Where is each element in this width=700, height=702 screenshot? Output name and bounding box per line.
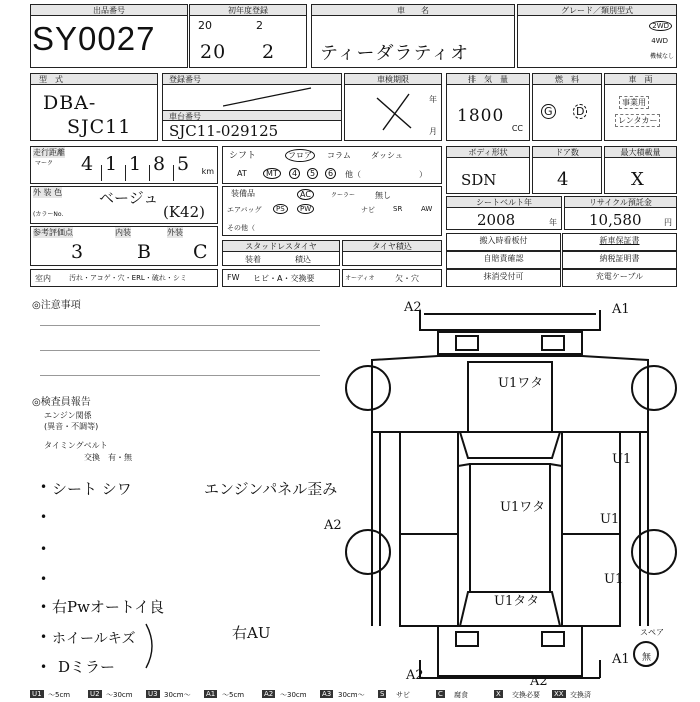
equip-aw: AW: [421, 205, 433, 213]
legend-code: A3: [322, 690, 332, 698]
note-line: [40, 350, 320, 351]
grade-exterior-label: 外装: [167, 228, 183, 237]
check-item: 充電ケーブル: [562, 269, 677, 287]
shift-floor: フロア: [285, 149, 315, 162]
car-name-box: [311, 4, 515, 68]
damage-legend: [30, 690, 678, 702]
inspector-label: ◎検査員報告: [32, 397, 91, 408]
grade-ref-label: 参考評価点: [33, 228, 73, 237]
legend-meaning: 〜30cm: [106, 691, 133, 699]
grade-ref: 3: [71, 241, 85, 263]
displacement-unit: CC: [511, 124, 523, 133]
model-value-2: SJC11: [67, 116, 132, 138]
check-item: 納税証明書: [562, 251, 677, 269]
mileage-digit: 5: [177, 153, 191, 175]
damage-mark: A2: [530, 674, 548, 689]
mileage-digit: 4: [81, 153, 95, 175]
note-bullet-icon: •: [40, 600, 48, 614]
fuel-label: 燃 料: [533, 74, 601, 85]
lot-box: [30, 4, 188, 68]
registration-strike-icon: [223, 86, 313, 108]
damage-mark: U1ワタ: [498, 376, 544, 391]
equip-sr: SR: [393, 205, 403, 213]
fuel-box: [532, 73, 602, 141]
mileage-divider: [125, 165, 126, 181]
grade-exterior: C: [193, 241, 209, 263]
legend-code: XX: [554, 690, 564, 698]
model-box: [30, 73, 158, 141]
equip-other: その他（: [227, 224, 255, 232]
fw-row-label: FW: [227, 273, 240, 282]
legend-meaning: 30cm〜: [164, 691, 191, 699]
legend-meaning: 交換済: [570, 691, 591, 699]
first-reg-box: [189, 4, 307, 68]
engine-label: エンジン関係: [44, 411, 92, 420]
equip-ps: PS: [273, 204, 288, 214]
interior-row: [30, 269, 218, 287]
mileage-divider: [101, 165, 102, 181]
legend-meaning: サビ: [396, 691, 410, 699]
first-reg-year: 20: [200, 41, 227, 63]
color-code: (K42): [163, 203, 205, 221]
grade-interior-label: 内装: [115, 228, 131, 237]
recycle-unit: 円: [664, 218, 672, 227]
fuel-d: D: [573, 104, 587, 119]
legend-meaning: 〜5cm: [48, 691, 71, 699]
note-bullet-icon: •: [40, 630, 48, 644]
inspection-month-unit: 月: [429, 127, 437, 136]
studless-loaded: 積込: [295, 255, 311, 264]
shift-5: 5: [307, 168, 318, 179]
first-reg-printed-year: 20: [198, 19, 212, 32]
use-rental: レンタカー: [615, 114, 660, 127]
capacity-value: X: [631, 169, 644, 190]
grade-interior: B: [137, 241, 152, 263]
stock-number: SY0027: [32, 20, 156, 57]
legend-meaning: 〜30cm: [280, 691, 307, 699]
check-item: 抹消受付可: [446, 269, 561, 287]
damage-mark: A2: [324, 518, 342, 533]
mileage-divider: [173, 165, 174, 181]
displacement-value: 1800: [457, 106, 505, 126]
equipment-box: [222, 186, 442, 236]
capacity-label: 最大積載量: [605, 147, 676, 158]
damage-mark: A1: [612, 652, 630, 667]
chassis-label: 車台番号: [163, 110, 341, 121]
model-label: 型 式: [31, 74, 157, 85]
seatbelt-box: [446, 196, 562, 230]
grades-box: [30, 226, 218, 266]
drive-none: 機械なし: [649, 53, 674, 60]
note-bullet-icon: •: [40, 510, 48, 524]
drive-2wd: 2WD: [649, 21, 672, 31]
legend-code: U3: [148, 690, 158, 698]
inspection-box: [344, 73, 442, 141]
mileage-mark: マーク: [35, 160, 54, 167]
fw-row-options: ヒビ・A・交換要: [253, 274, 315, 283]
studless-box: [222, 240, 340, 266]
note-seat: シート シワ: [52, 480, 132, 498]
note-bullet-icon: •: [40, 542, 48, 556]
recycle-box: [564, 196, 677, 230]
use-box: [604, 73, 677, 141]
inspection-year-unit: 年: [429, 95, 437, 104]
legend-code: A2: [264, 690, 274, 698]
seatbelt-unit: 年: [549, 218, 557, 227]
caution-label: ◎注意事項: [32, 300, 81, 311]
checks-grid: [446, 233, 677, 287]
legend-code: X: [496, 690, 501, 698]
seatbelt-value: 2008: [477, 211, 516, 229]
mileage-digit: 8: [153, 153, 167, 175]
equip-navi: ナビ: [361, 206, 375, 214]
legend-meaning: 30cm〜: [338, 691, 365, 699]
legend-code: A1: [206, 690, 216, 698]
note-bullet-icon: •: [40, 572, 48, 586]
shift-6: 6: [325, 168, 336, 179]
audio-row: [342, 269, 442, 287]
damage-mark: U1タタ: [494, 594, 540, 609]
fuel-g: G: [541, 104, 556, 119]
displacement-box: [446, 73, 530, 141]
legend-code: U2: [90, 690, 100, 698]
recycle-value: 10,580: [589, 211, 642, 229]
registration-box: [162, 73, 342, 141]
equip-pw: PW: [297, 204, 314, 214]
mileage-unit: km: [201, 167, 214, 176]
drive-4wd: 4WD: [651, 37, 668, 45]
legend-meaning: 〜5cm: [222, 691, 245, 699]
damage-mark: A1: [612, 302, 630, 317]
spare-value: 無: [642, 653, 652, 663]
equip-cooler: クーラー: [331, 192, 356, 199]
legend-code: S: [380, 690, 385, 698]
note-engine-panel: エンジンパネル歪み: [204, 480, 338, 498]
shift-dash: ダッシュ: [371, 151, 403, 160]
shift-4: 4: [289, 168, 300, 179]
mileage-digits: [77, 147, 197, 183]
color-value: ベージュ: [99, 189, 159, 207]
first-reg-label: 初年度登録: [190, 5, 306, 16]
legend-meaning: 腐食: [454, 691, 468, 699]
engine-sub: (異音・不調等): [44, 422, 99, 431]
chassis-value: SJC11-029125: [169, 122, 279, 140]
model-value-1: DBA-: [43, 92, 97, 114]
seatbelt-label: シートベルト年: [447, 197, 561, 208]
interior-row-options: 汚れ・アコゲ・穴・ERL・破れ・シミ: [69, 274, 187, 282]
studless-mounted: 装着: [245, 255, 261, 264]
equipment-label: 装備品: [231, 189, 255, 198]
damage-mark: U1: [604, 572, 624, 587]
displacement-label: 排 気 量: [447, 74, 529, 85]
audio-row-label: オーディオ: [345, 275, 375, 282]
car-name-label: 車 名: [312, 5, 514, 16]
doors-value: 4: [557, 169, 569, 190]
inspection-label: 車検期限: [345, 74, 441, 85]
shift-mt: MT: [263, 168, 281, 179]
note-bullet-icon: •: [40, 660, 48, 674]
legend-meaning: 交換必要: [512, 691, 540, 699]
doors-box: [532, 146, 602, 194]
use-label: 車 両: [605, 74, 676, 85]
damage-mark: A2: [406, 668, 424, 683]
equip-airbag: エアバッグ: [227, 206, 262, 214]
color-label: 外 装 色: [33, 188, 63, 197]
shift-at: AT: [237, 169, 247, 178]
color-box: [30, 186, 218, 224]
shift-other: 他（: [345, 170, 361, 179]
audio-row-options: 欠・穴: [395, 274, 419, 283]
mileage-divider: [149, 165, 150, 181]
first-reg-month: 2: [262, 41, 276, 63]
note-line: [40, 325, 320, 326]
spare-label: スペア: [640, 628, 664, 637]
damage-mark: U1ワタ: [500, 500, 546, 515]
check-item: 新車保証書: [562, 233, 677, 251]
shift-other-close: ）: [419, 170, 427, 179]
mileage-label: 走行距離: [33, 148, 65, 157]
recycle-label: リサイクル預託金: [565, 197, 676, 208]
tireload-box: [342, 240, 442, 266]
check-item: 自賠責確認: [446, 251, 561, 269]
color-code-label: (カラーNo.: [33, 211, 64, 218]
legend-code: C: [438, 690, 443, 698]
body-label: ボディ形状: [447, 147, 529, 158]
note-line: [40, 375, 320, 376]
damage-mark: U1: [600, 512, 620, 527]
car-name-value: ティーダラティオ: [320, 43, 470, 64]
note-right-au: 右AU: [232, 624, 271, 642]
note-bracket-icon: [144, 622, 160, 670]
doors-label: ドア数: [533, 147, 601, 158]
body-value: SDN: [461, 171, 497, 189]
shift-label: シフト: [229, 151, 257, 161]
damage-mark: A2: [404, 300, 422, 315]
timing-label: タイミングベルト: [44, 441, 108, 450]
equip-ac: AC: [297, 189, 314, 200]
legend-code: U1: [32, 690, 42, 698]
note-mirror: Dミラー: [58, 658, 116, 676]
grade-box: [517, 4, 677, 68]
inspection-cross-icon: [375, 92, 415, 132]
note-bullet-icon: •: [40, 480, 48, 494]
timing-options: 交換 有・無: [84, 453, 132, 462]
capacity-box: [604, 146, 677, 194]
registration-label: 登録番号: [163, 74, 341, 85]
shift-column: コラム: [327, 151, 351, 160]
check-item: 搬入時看板付: [446, 233, 561, 251]
first-reg-printed-month: 2: [256, 19, 263, 32]
mileage-box: [30, 146, 218, 184]
grade-label: グレード／類別型式: [518, 5, 676, 16]
mileage-digit: 1: [105, 153, 119, 175]
interior-row-label: 室内: [35, 274, 51, 283]
studless-label: スタッドレスタイヤ: [223, 241, 339, 252]
body-box: [446, 146, 530, 194]
mileage-digit: 1: [129, 153, 143, 175]
note-wheel: ホイールキズ: [52, 631, 136, 647]
note-window: 右Pwオートイ良: [52, 598, 165, 616]
lot-label: 出品番号: [31, 5, 187, 16]
tireload-label: タイヤ積込: [343, 241, 441, 252]
damage-mark: U1: [612, 452, 632, 467]
use-business: 事業用: [619, 96, 649, 109]
shift-box: [222, 146, 442, 184]
equip-none: 無し: [375, 191, 391, 200]
fw-row: [222, 269, 340, 287]
